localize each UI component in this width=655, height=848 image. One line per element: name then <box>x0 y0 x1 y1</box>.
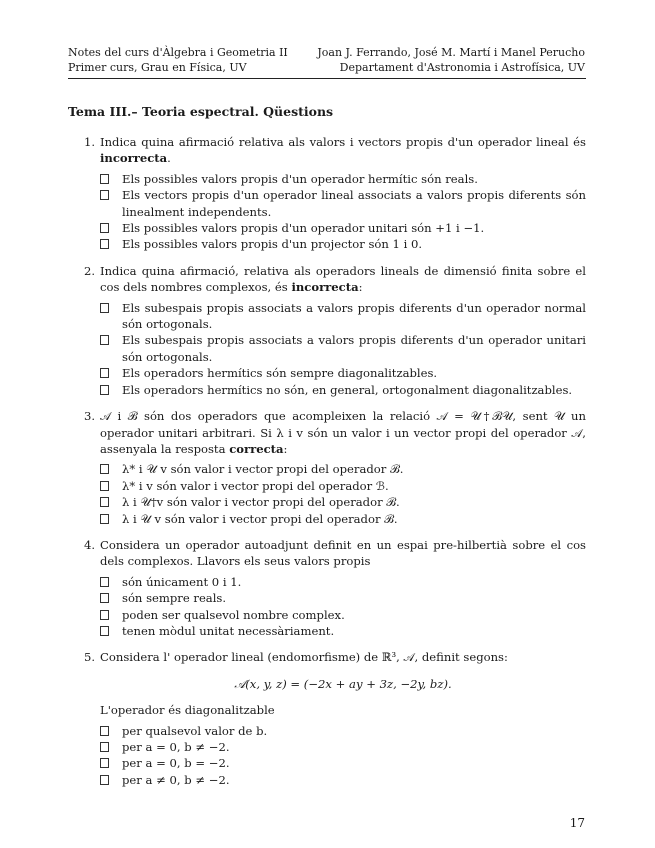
option-5b: per a = 0, b ≠ −2. <box>100 739 586 755</box>
option-3c: λ i 𝒰†v són valor i vector propi del operador ℬ. <box>100 494 586 510</box>
checkbox[interactable] <box>100 758 109 768</box>
question-text: 𝒜 i ℬ són dos operadors que acompleixen la relació 𝒜 = 𝒰†ℬ𝒰, sent 𝒰 un operador unitari arbitrari. Si λ i v són un valor i un vector propi del operador 𝒜, assenyala la resposta correcta: <box>100 409 586 456</box>
question-list <box>68 134 586 798</box>
option-list <box>100 574 586 640</box>
option-1d: Els possibles valors propis d'un projector són 1 i 0. <box>100 236 586 252</box>
option-4b: són sempre reals. <box>100 590 586 606</box>
option-list <box>100 461 586 527</box>
question-3 <box>68 408 586 527</box>
question-2 <box>68 263 586 398</box>
option-2d: Els operadors hermítics no són, en general, ortogonalment diagonalitzables. <box>100 382 586 398</box>
checkbox[interactable] <box>100 593 109 603</box>
header-authors: Joan J. Ferrando, José M. Martí i Manel Perucho <box>317 46 585 59</box>
header-degree: Primer curs, Grau en Física, UV <box>68 61 247 74</box>
question-text: Indica quina afirmació relativa als valors i vectors propis d'un operador lineal és incorrecta. <box>100 135 586 166</box>
checkbox[interactable] <box>100 726 109 736</box>
checkbox[interactable] <box>100 497 109 507</box>
question-text: Indica quina afirmació, relativa als operadors lineals de dimensió finita sobre el cos dels nombres complexos, és incorrecta: <box>100 263 586 295</box>
option-2c: Els operadors hermítics són sempre diagonalitzables. <box>100 365 586 381</box>
question-5 <box>68 649 586 788</box>
option-4d: tenen mòdul unitat necessàriament. <box>100 623 586 639</box>
option-list <box>100 171 586 253</box>
checkbox[interactable] <box>100 464 109 474</box>
option-5d: per a ≠ 0, b ≠ −2. <box>100 772 586 788</box>
option-4a: són únicament 0 i 1. <box>100 574 586 590</box>
option-list <box>100 300 586 398</box>
option-5c: per a = 0, b = −2. <box>100 755 586 771</box>
option-1b: Els vectors propis d'un operador lineal associats a valors propis diferents són linealment independents. <box>100 187 586 220</box>
option-2b: Els subespais propis associats a valors propis diferents d'un operador unitari són ortogonals. <box>100 332 586 365</box>
question-number: 4. <box>84 537 96 552</box>
checkbox[interactable] <box>100 223 109 233</box>
checkbox[interactable] <box>100 174 109 184</box>
checkbox[interactable] <box>100 775 109 785</box>
checkbox[interactable] <box>100 514 109 524</box>
option-5a: per qualsevol valor de b. <box>100 723 586 739</box>
header-rule <box>68 78 586 79</box>
option-3a: λ* i 𝒰 v són valor i vector propi del operador ℬ. <box>100 461 586 477</box>
checkbox[interactable] <box>100 577 109 587</box>
checkbox[interactable] <box>100 742 109 752</box>
header-course: Notes del curs d'Àlgebra i Geometria II <box>68 46 288 59</box>
option-3b: λ* i v són valor i vector propi del operador ℬ. <box>100 478 586 494</box>
checkbox[interactable] <box>100 368 109 378</box>
question-number: 3. <box>84 409 96 424</box>
checkbox[interactable] <box>100 303 109 313</box>
section-title: Tema III.– Teoria espectral. Qüestions <box>68 104 334 119</box>
checkbox[interactable] <box>100 626 109 636</box>
header-left <box>68 45 288 75</box>
option-4c: poden ser qualsevol nombre complex. <box>100 607 586 623</box>
question-number: 5. <box>84 650 96 665</box>
question-followup: L'operador és diagonalitzable <box>100 703 275 718</box>
checkbox[interactable] <box>100 610 109 620</box>
question-text: Considera un operador autoadjunt definit en un espai pre-hilbertià sobre el cos dels complexos. Llavors els seus valors propis <box>100 537 586 569</box>
question-text: Considera l' operador lineal (endomorfisme) de ℝ³, 𝒜, definit segons: <box>100 650 508 665</box>
header-department: Departament d'Astronomia i Astrofísica, UV <box>339 61 585 74</box>
checkbox[interactable] <box>100 190 109 200</box>
option-2a: Els subespais propis associats a valors propis diferents d'un operador normal són ortogonals. <box>100 300 586 333</box>
checkbox[interactable] <box>100 239 109 249</box>
option-1c: Els possibles valors propis d'un operador unitari són +1 i −1. <box>100 220 586 236</box>
option-list <box>100 723 586 789</box>
header-right <box>317 45 585 75</box>
question-1 <box>68 134 586 253</box>
checkbox[interactable] <box>100 481 109 491</box>
question-4 <box>68 537 586 639</box>
option-3d: λ i 𝒰 v són valor i vector propi del operador ℬ. <box>100 511 586 527</box>
question-number: 1. <box>84 135 96 149</box>
checkbox[interactable] <box>100 335 109 345</box>
question-number: 2. <box>84 263 96 278</box>
checkbox[interactable] <box>100 385 109 395</box>
page-number: 17 <box>569 816 585 830</box>
operator-formula: 𝒜(x, y, z) = (−2x + ay + 3z, −2y, bz). <box>234 676 452 691</box>
option-1a: Els possibles valors propis d'un operador hermític són reals. <box>100 171 586 187</box>
